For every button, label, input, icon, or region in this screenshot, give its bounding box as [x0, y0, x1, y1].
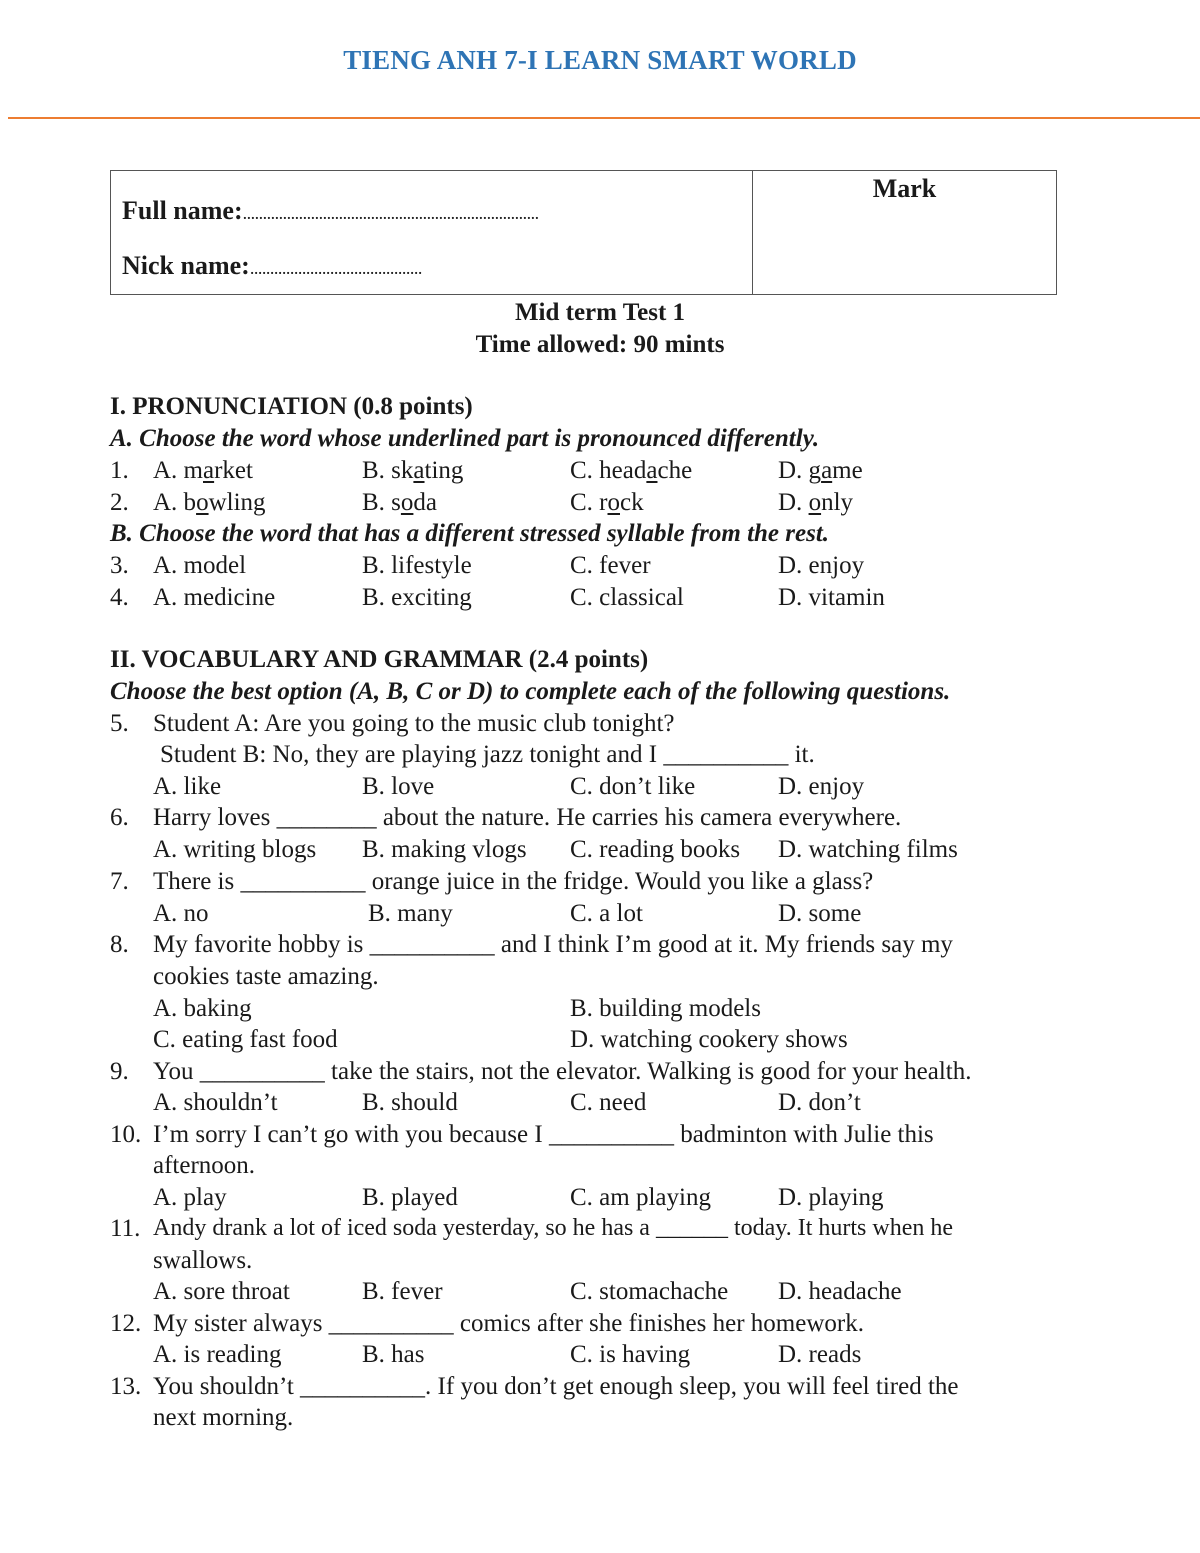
- option-b[interactable]: B. lifestyle: [362, 552, 472, 579]
- option-d[interactable]: D. game: [778, 457, 863, 484]
- option-c[interactable]: C. headache: [570, 457, 693, 484]
- mark-label: Mark: [872, 174, 937, 203]
- option-a[interactable]: A. is reading: [153, 1341, 282, 1368]
- question-number: 8.: [110, 931, 129, 958]
- option-a[interactable]: A. bowling: [153, 489, 266, 516]
- option-a[interactable]: A. medicine: [153, 584, 276, 611]
- option-c[interactable]: C. rock: [570, 489, 644, 516]
- option-b[interactable]: B. fever: [362, 1278, 443, 1305]
- option-d[interactable]: D. enjoy: [778, 773, 865, 800]
- option-d[interactable]: D. playing: [778, 1184, 884, 1211]
- option-a[interactable]: A. baking: [153, 995, 252, 1022]
- question-text: Andy drank a lot of iced soda yesterday, so he has a ______ today. It hurts when he: [153, 1215, 954, 1241]
- pronunciation-part-a-instruction: A. Choose the word whose underlined part is pronounced differently.: [110, 425, 820, 452]
- option-d[interactable]: D. some: [778, 900, 862, 927]
- option-b[interactable]: B. building models: [570, 995, 761, 1022]
- option-b[interactable]: B. skating: [362, 457, 464, 484]
- question-number: 10.: [110, 1121, 142, 1148]
- test-title: Mid term Test 1: [514, 299, 686, 326]
- question-text: Student B: No, they are playing jazz tonight and I __________ it.: [160, 741, 815, 768]
- option-c[interactable]: C. am playing: [570, 1184, 711, 1211]
- option-c[interactable]: C. need: [570, 1089, 647, 1116]
- option-c[interactable]: C. a lot: [570, 900, 643, 927]
- option-a[interactable]: A. like: [153, 773, 222, 800]
- question-number: 6.: [110, 804, 129, 831]
- option-c[interactable]: C. reading books: [570, 836, 741, 863]
- option-d[interactable]: D. watching cookery shows: [570, 1026, 848, 1053]
- option-c[interactable]: C. stomachache: [570, 1278, 729, 1305]
- question-text: Student A: Are you going to the music club tonight?: [153, 710, 675, 737]
- section-pronunciation-heading: I. PRONUNCIATION (0.8 points): [110, 393, 473, 420]
- option-c[interactable]: C. fever: [570, 552, 651, 579]
- question-number: 2.: [110, 489, 129, 516]
- nick-name-field[interactable]: [122, 251, 422, 281]
- question-number: 12.: [110, 1310, 142, 1337]
- option-b[interactable]: B. played: [362, 1184, 458, 1211]
- student-name-cell: [111, 171, 753, 294]
- question-text: You __________ take the stairs, not the elevator. Walking is good for your health.: [153, 1058, 972, 1085]
- question-text: swallows.: [153, 1247, 253, 1274]
- option-a[interactable]: A. shouldn’t: [153, 1089, 278, 1116]
- option-b[interactable]: B. many: [368, 900, 453, 927]
- question-text: You shouldn’t __________. If you don’t get enough sleep, you will feel tired the: [153, 1373, 959, 1400]
- option-c[interactable]: C. classical: [570, 584, 684, 611]
- pronunciation-part-b-instruction: B. Choose the word that has a different stressed syllable from the rest.: [110, 520, 830, 547]
- option-d[interactable]: D. reads: [778, 1341, 862, 1368]
- question-number: 3.: [110, 552, 129, 579]
- question-text: My sister always __________ comics after she finishes her homework.: [153, 1310, 864, 1337]
- student-info-box: [110, 170, 1057, 295]
- option-d[interactable]: D. enjoy: [778, 552, 865, 579]
- question-number: 1.: [110, 457, 129, 484]
- question-number: 9.: [110, 1058, 129, 1085]
- question-text: next morning.: [153, 1404, 294, 1431]
- question-number: 11.: [110, 1215, 141, 1242]
- question-number: 5.: [110, 710, 129, 737]
- option-d[interactable]: D. watching films: [778, 836, 958, 863]
- option-b[interactable]: B. making vlogs: [362, 836, 527, 863]
- question-text: There is __________ orange juice in the fridge. Would you like a glass?: [153, 868, 874, 895]
- option-b[interactable]: B. exciting: [362, 584, 472, 611]
- full-name-dots: ..........................................................................: [242, 203, 539, 223]
- full-name-label: Full name:: [122, 196, 243, 225]
- option-a[interactable]: A. play: [153, 1184, 227, 1211]
- option-a[interactable]: A. no: [153, 900, 209, 927]
- question-number: 13.: [110, 1373, 142, 1400]
- question-text: I’m sorry I can’t go with you because I __________ badminton with Julie this: [153, 1121, 934, 1148]
- option-a[interactable]: A. market: [153, 457, 253, 484]
- option-a[interactable]: A. sore throat: [153, 1278, 290, 1305]
- option-d[interactable]: D. only: [778, 489, 854, 516]
- time-allowed: Time allowed: 90 mints: [475, 331, 725, 358]
- option-b[interactable]: B. love: [362, 773, 435, 800]
- header-divider: [8, 117, 1200, 119]
- question-text: cookies taste amazing.: [153, 963, 379, 990]
- option-d[interactable]: D. vitamin: [778, 584, 885, 611]
- nick-name-label: Nick name:: [122, 251, 250, 280]
- mark-cell: [753, 171, 1056, 294]
- option-b[interactable]: B. has: [362, 1341, 425, 1368]
- question-text: afternoon.: [153, 1152, 256, 1179]
- option-b[interactable]: B. should: [362, 1089, 458, 1116]
- option-d[interactable]: D. headache: [778, 1278, 902, 1305]
- question-text: My favorite hobby is __________ and I think I’m good at it. My friends say my: [153, 931, 953, 958]
- option-d[interactable]: D. don’t: [778, 1089, 861, 1116]
- option-c[interactable]: C. is having: [570, 1341, 691, 1368]
- document-header-title: TIENG ANH 7-I LEARN SMART WORLD: [343, 45, 857, 75]
- nick-name-dots: ...........................................: [249, 258, 422, 278]
- section-vocabulary-heading: II. VOCABULARY AND GRAMMAR (2.4 points): [110, 646, 649, 673]
- option-b[interactable]: B. soda: [362, 489, 438, 516]
- full-name-field[interactable]: [122, 196, 539, 226]
- option-c[interactable]: C. eating fast food: [153, 1026, 338, 1053]
- option-a[interactable]: A. writing blogs: [153, 836, 317, 863]
- question-number: 4.: [110, 584, 129, 611]
- vocabulary-instruction: Choose the best option (A, B, C or D) to complete each of the following questions.: [110, 678, 951, 705]
- option-a[interactable]: A. model: [153, 552, 247, 579]
- question-text: Harry loves ________ about the nature. He carries his camera everywhere.: [153, 804, 902, 831]
- question-number: 7.: [110, 868, 129, 895]
- option-c[interactable]: C. don’t like: [570, 773, 696, 800]
